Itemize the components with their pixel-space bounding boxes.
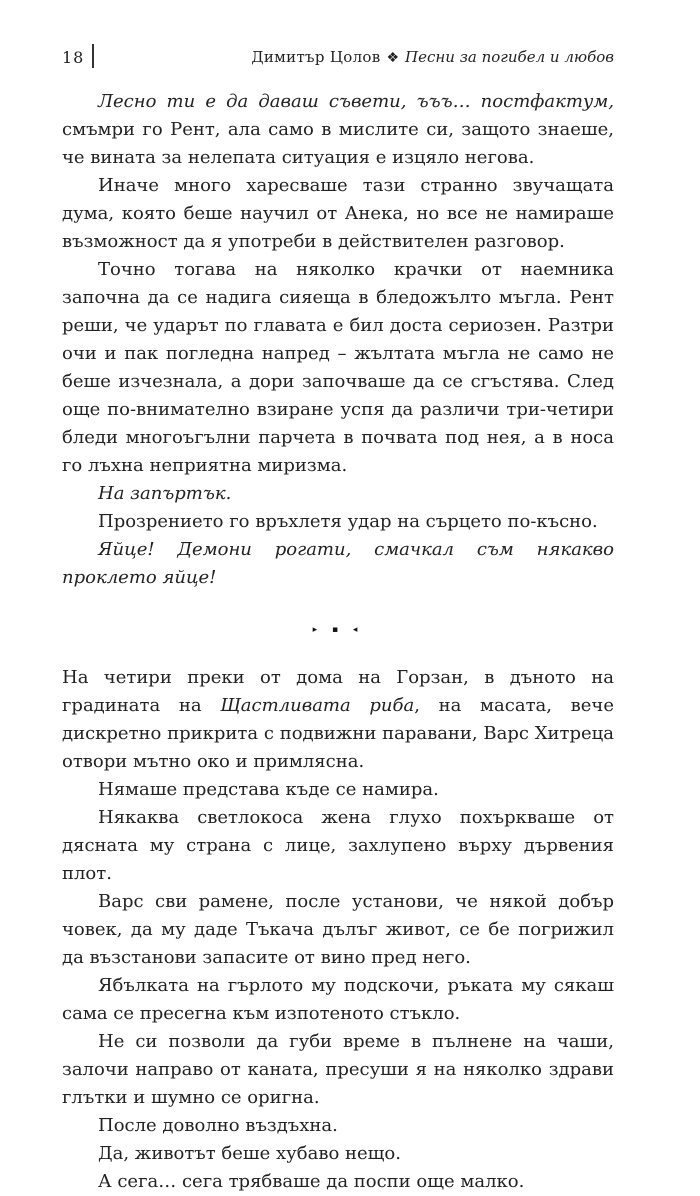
- section-2-paragraph: Да, животът беше хубаво нещо.: [98, 1143, 401, 1164]
- section-2-paragraph: Не си позволи да губи време в пълнене на чаши, залочи направо от каната, пресуши я на няколко здрави глътки и шумно се оригна.: [62, 1031, 614, 1108]
- paragraph-text: , на масата, вече дискретно прикрита с подвижни паравани, Варс Хитреца отвори мътно око и примлясна.: [62, 695, 614, 772]
- fleuron-icon: ❖: [386, 50, 400, 66]
- paragraph-2: Иначе много харесваше тази странно звучащата дума, която беше научил от Анека, но все не намираше възможност да я употреби в действителен разговор.: [62, 175, 614, 252]
- paragraph-text: смъмри го Рент, ала само в мислите си, защото знаеше, че вината за нелепата ситуация е изцяло негова.: [62, 119, 614, 168]
- italic-thought: Лесно ти е да даваш съвети, ъъъ… постфактум,: [98, 91, 614, 112]
- paragraph-5: Прозрението го връхлетя удар на сърцето по-късно.: [98, 511, 598, 532]
- page-body: [62, 88, 614, 1196]
- page-number: 18: [62, 48, 85, 67]
- paragraph-4: На запъртък.: [98, 483, 232, 504]
- page-number-divider: [92, 44, 94, 68]
- tavern-name: Щастливата риба: [220, 695, 415, 716]
- section-2-paragraph: Нямаше представа къде се намира.: [98, 779, 439, 800]
- running-head: [251, 48, 614, 66]
- paragraph-text: На четири преки от дома на Горзан, в дъното на градината на: [62, 667, 614, 716]
- section-2-paragraph: А сега… сега трябваше да поспи още малко.: [98, 1171, 525, 1192]
- section-2-paragraph: Ябълката на гърлото му подскочи, ръката му сякаш сама се пресегна към изпотеното стъкло.: [62, 975, 614, 1024]
- section-2-paragraph: После доволно въздъхна.: [98, 1115, 338, 1136]
- paragraph-6: Яйце! Демони рогати, смачкал съм някакво проклето яйце!: [62, 539, 614, 588]
- section-2-paragraph: Някаква светлокоса жена глухо похъркваше от дясната му страна с лице, захлупено върху дървения плот.: [62, 807, 614, 884]
- running-header: [62, 44, 614, 72]
- paragraph-3: Точно тогава на няколко крачки от наемника започна да се надига сияеща в бледожълто мъгла. Рент реши, че ударът по главата е бил доста сериозен. Разтри очи и пак погледна напред – жълтата мъгла не само не беше изчезнала, а дори започваше да се сгъстява. След още по-внимателно взиране успя да различи три-четири бледи многоъгълни парчета в почвата под нея, а в носа го лъхна неприятна миризма.: [62, 259, 614, 476]
- book-title: Песни за погибел и любов: [405, 48, 614, 66]
- section-break-ornament: ▸ ▪ ◂: [312, 625, 364, 635]
- author-name: Димитър Цолов: [251, 48, 381, 66]
- section-2-opening-paragraph: [62, 664, 614, 776]
- section-2-paragraph: Варс сви рамене, после установи, че някой добър човек, да му даде Тъкача дълъг живот, се бе погрижил да възстанови запасите от вино пред него.: [62, 891, 614, 968]
- paragraph-1: [62, 88, 614, 172]
